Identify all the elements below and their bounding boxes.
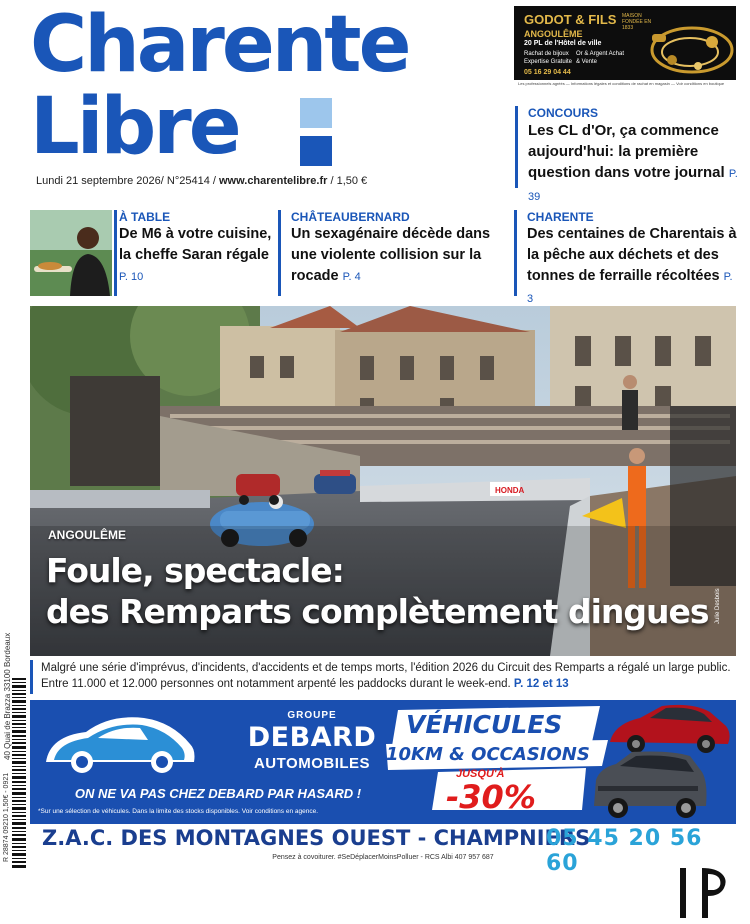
offer-asterisk: * [586, 778, 590, 789]
jeweler-ad-services-right: Or & Argent Achat & Vente [576, 51, 625, 65]
dealer-automobiles: AUTOMOBILES [253, 755, 371, 772]
teaser-headline: De M6 à votre cuisine, la cheffe Saran régale P. 10 [119, 226, 272, 283]
main-story-kicker: ANGOULÊME [48, 528, 126, 542]
teaser-kicker: CHÂTEAUBERNARD [291, 210, 410, 224]
offer-upto: JUSQU'À [456, 768, 505, 780]
main-story-lead: Malgré une série d'imprévus, d'incidents, d'accidents et de temps morts, l'édition 2026 du Circuit des Remparts a régalé un large public. Entre 11.000 et 12.000 personnes ont notamment arpenté les paddocks durant le week-end. P. 12 et 13 [30, 660, 736, 694]
barcode-number: R 28874 09210 1,50€ - 0921 [3, 772, 10, 862]
teaser-kicker: À TABLE [119, 210, 171, 224]
teaser-charente[interactable] [514, 210, 740, 305]
publisher-address: 40 Quai de Brazza 33100 Bordeaux [3, 632, 12, 760]
teaser-a-table[interactable] [30, 210, 276, 296]
publisher-logo-icon [676, 866, 736, 922]
main-story-headline[interactable]: Foule, spectacle: des Remparts complètement dingues [46, 551, 709, 631]
issue-date: Lundi 21 septembre 2026/ [36, 175, 164, 187]
car-logo-icon [40, 710, 200, 778]
dateline [36, 175, 367, 187]
issue-price: / 1,50 € [330, 175, 368, 187]
dealer-slogan: ON NE VA PAS CHEZ DEBARD PAR HASARD ! [74, 786, 362, 801]
chef-photo [30, 210, 112, 296]
issue-number: N°25414 / [166, 175, 216, 187]
jeweler-ad-address: 20 PL de l'Hôtel de ville [524, 40, 602, 47]
jeweler-ad-phone: 05 16 29 04 44 [524, 69, 571, 76]
offer-panel [386, 706, 608, 816]
masthead-line2: Libre [30, 82, 239, 172]
teaser-chateaubernard[interactable] [278, 210, 504, 296]
teaser-kicker: CONCOURS [528, 106, 599, 120]
masthead-square-dark [300, 136, 332, 166]
barcode-image [12, 678, 26, 868]
teaser-kicker: CHARENTE [527, 210, 594, 224]
teaser-headline: Des centaines de Charentais à la pêche aux déchets et des tonnes de ferraille récoltées P. 3 [527, 226, 737, 305]
jeweler-ad[interactable] [514, 6, 736, 88]
website-link[interactable]: www.charentelibre.fr [219, 175, 328, 187]
car-dealer-ad[interactable] [30, 700, 736, 824]
masthead-square-light [300, 98, 332, 128]
teaser-headline: Les CL d'Or, ça commence aujourd'hui: la première question dans votre journal P. 39 [528, 122, 738, 203]
dealer-name: DEBARD [247, 722, 377, 753]
page-reference: P. 12 et 13 [513, 678, 569, 690]
jewelry-image [642, 20, 734, 78]
red-car-image [606, 702, 732, 754]
dealer-fineprint: *Sur une sélection de véhicules. Dans la limite des stocks disponibles. Voir conditions en agence. [38, 808, 319, 815]
page-reference: P. 39 [528, 168, 738, 203]
teaser-a-table-text [114, 210, 274, 296]
jeweler-ad-city: ANGOULÊME [524, 29, 583, 39]
jeweler-ad-founded: MAISON FONDÉE EN 1833 [622, 13, 652, 31]
masthead-logo [30, 0, 470, 172]
offer-subtitle: 10KM & OCCASIONS [386, 744, 590, 765]
offer-title: VÉHICULES [406, 710, 563, 739]
dealer-phone[interactable]: 05 45 20 56 60 [546, 826, 703, 876]
masthead-line1: Charente [30, 0, 409, 90]
teaser-concours[interactable] [515, 106, 740, 203]
jeweler-ad-services-left: Rachat de bijoux Expertise Gratuite [524, 51, 573, 65]
page-reference: P. 3 [527, 271, 733, 305]
banner-text: HONDA [495, 486, 525, 495]
photo-credit: Julie Desbois [715, 588, 721, 624]
page-reference: P. 10 [119, 271, 144, 283]
offer-discount: -30% [446, 778, 536, 816]
dealer-address: Z.A.C. DES MONTAGNES OUEST - CHAMPNIERS [42, 826, 591, 850]
grey-suv-image [590, 750, 710, 820]
page-reference: P. 4 [342, 271, 361, 283]
jeweler-ad-fineprint: Les professionnels agréés — Informations légales et conditions de rachat en magasin — Voir conditions en boutique [514, 80, 736, 88]
jeweler-ad-title: GODOT & FILS [524, 12, 617, 27]
dealer-footer: Pensez à covoiturer. #SeDéplacerMoinsPolluer - RCS Albi 407 957 687 [272, 854, 494, 861]
main-story-photo[interactable] [30, 306, 736, 656]
dealer-group-label: GROUPE [287, 710, 337, 721]
teaser-row [30, 210, 740, 305]
teaser-headline: Un sexagénaire décède dans une violente collision sur la rocade P. 4 [291, 226, 491, 284]
